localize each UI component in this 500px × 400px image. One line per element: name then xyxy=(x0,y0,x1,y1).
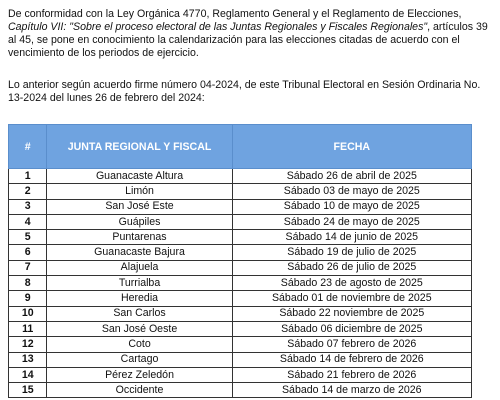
row-junta: Guápiles xyxy=(47,214,232,229)
row-number: 14 xyxy=(9,367,47,382)
row-fecha: Sábado 01 de noviembre de 2025 xyxy=(232,291,471,306)
intro-text-part2: , artículos 39 al 45, se pone en conocimiento la calendarización para las elecciones citadas de acuerdo con el vencimiento de los periodos de ejercicio. xyxy=(8,21,488,59)
row-fecha: Sábado 14 de marzo de 2026 xyxy=(232,383,471,398)
table-row xyxy=(9,260,472,275)
row-junta: Pérez Zeledón xyxy=(47,367,232,382)
agreement-paragraph: Lo anterior según acuerdo firme número 04-2024, de este Tribunal Electoral en Sesión Ordinaria No. 13-2024 del lunes 26 de febrero del 2024: xyxy=(8,79,481,104)
row-junta: Guanacaste Altura xyxy=(47,169,232,184)
row-fecha: Sábado 23 de agosto de 2025 xyxy=(232,276,471,291)
table-header-row xyxy=(9,125,472,169)
table-row xyxy=(9,337,472,352)
row-fecha: Sábado 14 de junio de 2025 xyxy=(232,230,471,245)
table-row xyxy=(9,352,472,367)
row-number: 8 xyxy=(9,276,47,291)
row-number: 13 xyxy=(9,352,47,367)
row-number: 5 xyxy=(9,230,47,245)
row-junta: San Carlos xyxy=(47,306,232,321)
row-number: 1 xyxy=(9,169,47,184)
row-number: 4 xyxy=(9,214,47,229)
intro-text-part1: De conformidad con la Ley Orgánica 4770, Reglamento General y el Reglamento de Elecciones, xyxy=(8,8,462,20)
row-junta: Coto xyxy=(47,337,232,352)
row-fecha: Sábado 22 noviembre de 2025 xyxy=(232,306,471,321)
intro-paragraph xyxy=(8,8,494,60)
table-row xyxy=(9,321,472,336)
table-row xyxy=(9,214,472,229)
row-number: 12 xyxy=(9,337,47,352)
row-fecha: Sábado 21 febrero de 2026 xyxy=(232,367,471,382)
row-fecha: Sábado 24 de mayo de 2025 xyxy=(232,214,471,229)
row-number: 3 xyxy=(9,199,47,214)
header-fecha: FECHA xyxy=(232,125,471,169)
table-row xyxy=(9,169,472,184)
row-fecha: Sábado 26 de abril de 2025 xyxy=(232,169,471,184)
row-junta: San José Este xyxy=(47,199,232,214)
row-number: 7 xyxy=(9,260,47,275)
row-junta: Heredia xyxy=(47,291,232,306)
table-row xyxy=(9,184,472,199)
header-junta: JUNTA REGIONAL Y FISCAL xyxy=(47,125,232,169)
row-number: 15 xyxy=(9,383,47,398)
table-row xyxy=(9,306,472,321)
table-row xyxy=(9,230,472,245)
row-junta: Cartago xyxy=(47,352,232,367)
intro-chapter-title: Capítulo VII: "Sobre el proceso electoral de las Juntas Regionales y Fiscales Regionales" xyxy=(8,21,428,33)
row-junta: Guanacaste Bajura xyxy=(47,245,232,260)
table-row xyxy=(9,276,472,291)
row-junta: San José Oeste xyxy=(47,321,232,336)
row-number: 2 xyxy=(9,184,47,199)
row-junta: Turrialba xyxy=(47,276,232,291)
row-junta: Puntarenas xyxy=(47,230,232,245)
row-junta: Limón xyxy=(47,184,232,199)
table-row xyxy=(9,245,472,260)
row-fecha: Sábado 19 de julio de 2025 xyxy=(232,245,471,260)
row-fecha: Sábado 26 de julio de 2025 xyxy=(232,260,471,275)
row-fecha: Sábado 03 de mayo de 2025 xyxy=(232,184,471,199)
row-fecha: Sábado 10 de mayo de 2025 xyxy=(232,199,471,214)
row-number: 10 xyxy=(9,306,47,321)
row-number: 6 xyxy=(9,245,47,260)
row-number: 11 xyxy=(9,321,47,336)
row-number: 9 xyxy=(9,291,47,306)
row-junta: Occidente xyxy=(47,383,232,398)
row-fecha: Sábado 06 diciembre de 2025 xyxy=(232,321,471,336)
header-number: # xyxy=(9,125,47,169)
row-junta: Alajuela xyxy=(47,260,232,275)
table-row xyxy=(9,199,472,214)
row-fecha: Sábado 14 de febrero de 2026 xyxy=(232,352,471,367)
table-row xyxy=(9,291,472,306)
row-fecha: Sábado 07 febrero de 2026 xyxy=(232,337,471,352)
table-row xyxy=(9,367,472,382)
election-schedule-table xyxy=(8,124,472,398)
table-row xyxy=(9,383,472,398)
